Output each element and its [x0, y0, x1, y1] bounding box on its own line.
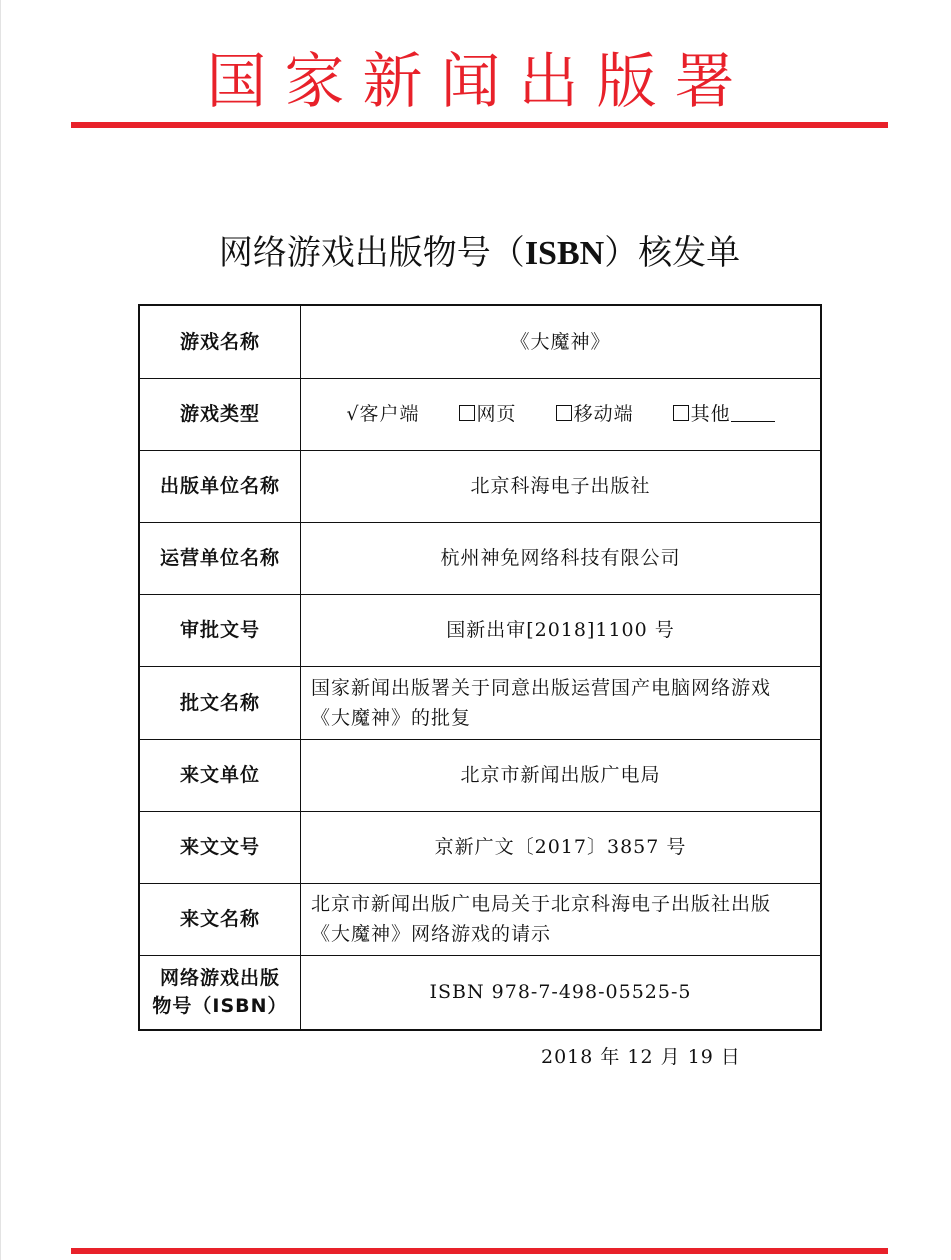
issuance-form-table	[138, 304, 822, 1031]
option-web	[459, 403, 517, 425]
row-approval-name	[139, 666, 821, 739]
option-client	[346, 403, 419, 425]
label-game-type: 游戏类型	[139, 378, 301, 450]
option-other	[673, 403, 775, 425]
empty-checkbox-icon	[459, 405, 475, 421]
label-publisher: 出版单位名称	[139, 450, 301, 522]
row-publisher	[139, 450, 821, 522]
label-game-name: 游戏名称	[139, 305, 301, 378]
value-game-name: 《大魔神》	[301, 305, 822, 378]
row-source-no	[139, 811, 821, 883]
label-isbn-line2: 物号（ISBN）	[152, 995, 288, 1018]
check-mark-icon: √	[346, 403, 360, 425]
value-approval-no: 国新出审[2018]1100 号	[301, 594, 822, 666]
value-isbn: ISBN 978-7-498-05525-5	[301, 955, 822, 1030]
empty-checkbox-icon	[556, 405, 572, 421]
red-rule-top	[71, 122, 888, 128]
issue-date: 2018 年 12 月 19 日	[541, 1046, 741, 1068]
empty-checkbox-icon	[673, 405, 689, 421]
value-operator: 杭州神免网络科技有限公司	[301, 522, 822, 594]
label-isbn	[139, 955, 301, 1030]
value-source-no: 京新广文〔2017〕3857 号	[301, 811, 822, 883]
label-isbn-line1: 网络游戏出版	[159, 967, 280, 990]
title-suffix: ）核发单	[604, 233, 741, 273]
other-blank-line	[731, 403, 775, 422]
option-mobile-label: 移动端	[573, 403, 634, 425]
value-approval-name: 国家新闻出版署关于同意出版运营国产电脑网络游戏《大魔神》的批复	[301, 666, 822, 739]
title-isbn: ISBN	[524, 235, 605, 272]
label-operator: 运营单位名称	[139, 522, 301, 594]
option-mobile	[556, 403, 634, 425]
label-source-no: 来文文号	[139, 811, 301, 883]
row-game-type	[139, 378, 821, 450]
row-operator	[139, 522, 821, 594]
row-isbn	[139, 955, 821, 1030]
row-source-unit	[139, 739, 821, 811]
label-approval-name: 批文名称	[139, 666, 301, 739]
label-approval-no: 审批文号	[139, 594, 301, 666]
value-source-name: 北京市新闻出版广电局关于北京科海电子出版社出版《大魔神》网络游戏的请示	[301, 883, 822, 955]
title-prefix: 网络游戏出版物号（	[218, 233, 525, 273]
red-rule-bottom	[71, 1248, 888, 1254]
value-source-unit: 北京市新闻出版广电局	[301, 739, 822, 811]
option-client-label: 客户端	[359, 403, 420, 425]
option-web-label: 网页	[476, 403, 517, 425]
row-source-name	[139, 883, 821, 955]
row-approval-no	[139, 594, 821, 666]
label-source-unit: 来文单位	[139, 739, 301, 811]
document-title	[71, 228, 888, 279]
option-other-label: 其他	[690, 403, 731, 425]
value-publisher: 北京科海电子出版社	[301, 450, 822, 522]
row-game-name	[139, 305, 821, 378]
value-game-type	[301, 378, 822, 450]
agency-header: 国家新闻出版署	[206, 47, 753, 117]
label-source-name: 来文名称	[139, 883, 301, 955]
